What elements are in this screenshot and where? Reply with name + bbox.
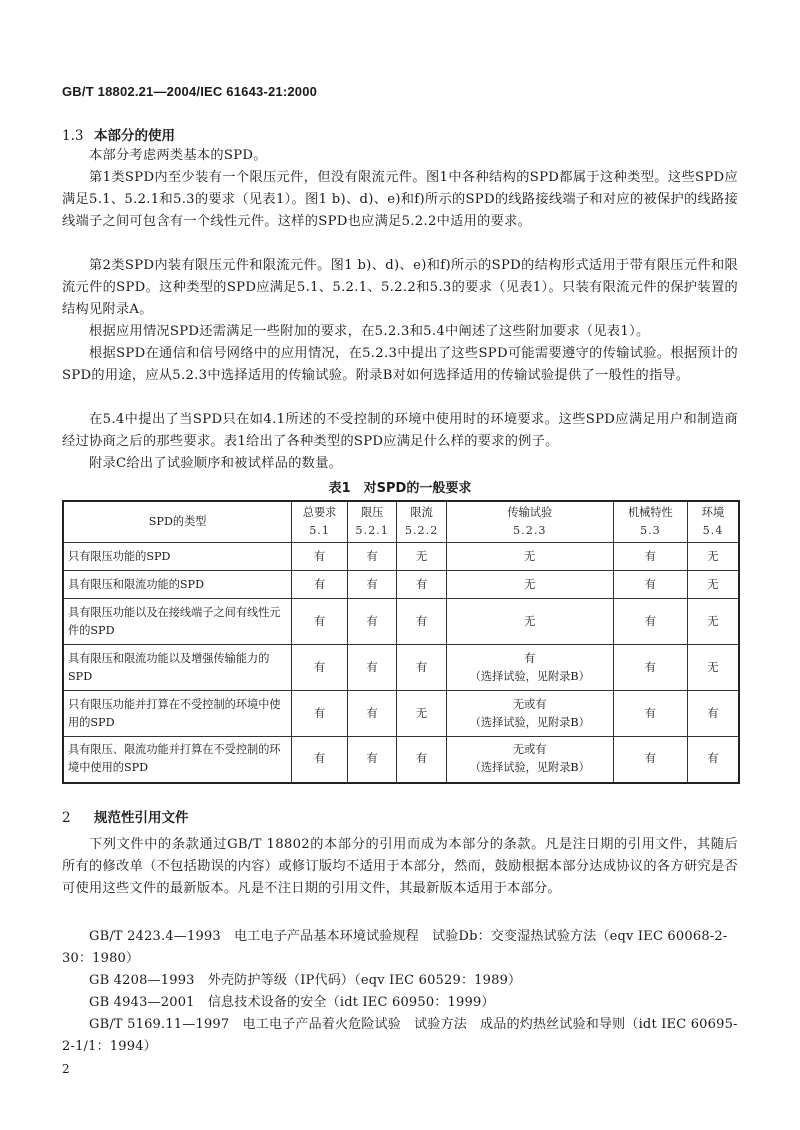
cell-environment: 无 [687, 571, 739, 599]
cell-mechanical: 有 [613, 599, 687, 645]
column-clause: 5.2.1 [355, 524, 389, 537]
cell-mechanical: 有 [613, 737, 687, 783]
column-name: 传输试验 [507, 506, 553, 519]
document-header: GB/T 18802.21—2004/IEC 61643-21:2000 [62, 84, 318, 99]
cell-general: 有 [292, 691, 348, 737]
cell-current-limiting: 有 [397, 599, 446, 645]
cell-voltage-limiting: 有 [347, 571, 396, 599]
cell-current-limiting: 有 [397, 571, 446, 599]
column-header [63, 501, 292, 543]
cell-current-limiting: 有 [397, 737, 446, 783]
cell-general: 有 [292, 571, 348, 599]
column-name: 总要求 [302, 506, 337, 519]
table-header-row [63, 501, 739, 543]
reference-item: GB 4208—1993 外壳防护等级（IP代码）（eqv IEC 60529：1989） [89, 973, 522, 988]
table-row [63, 691, 739, 737]
cell-environment: 无 [687, 543, 739, 571]
cell-general: 有 [292, 543, 348, 571]
reference-item: GB/T 5169.11—1997 电工电子产品着火危险试验 试验方法 成品的灼热丝试验和导则（idt IEC 60695-2-1/1：1994） [62, 1017, 738, 1054]
column-header [446, 501, 613, 543]
section-number: 2 [62, 810, 71, 826]
cell-general: 有 [292, 645, 348, 691]
section-1-3-title [62, 124, 175, 144]
section-number: 1.3 [62, 128, 84, 144]
cell-transmission [446, 571, 613, 599]
table-row [63, 645, 739, 691]
paragraph: 本部分考虑两类基本的SPD。 [89, 148, 267, 163]
table-row [63, 737, 739, 783]
column-clause: 5.1 [309, 524, 330, 537]
transmission-note: （选择试验，见附录B） [469, 715, 590, 729]
paragraph: 第2类SPD内装有限压元件和限流元件。图1 b)、d)、e)和f)所示的SPD的结构形式适用于带有限压元件和限流元件的SPD。这种类型的SPD应满足5.1、5.2.1、5.2.2和5.3的要求（见表1）。只装有限流元件的保护装置的结构见附录A。 [62, 258, 739, 317]
column-name: SPD的类型 [148, 515, 207, 528]
transmission-note: （选择试验，见附录B） [469, 761, 590, 775]
cell-spd-type: 只有限压功能并打算在不受控制的环境中使用的SPD [63, 691, 292, 737]
paragraph: 根据应用情况SPD还需满足一些附加的要求，在5.2.3和5.4中阐述了这些附加要求（见表1）。 [89, 324, 650, 339]
cell-voltage-limiting: 有 [347, 737, 396, 783]
table-row [63, 599, 739, 645]
cell-environment: 有 [687, 691, 739, 737]
transmission-value: 有 [524, 651, 536, 665]
column-clause: 5.2.3 [513, 524, 547, 537]
cell-environment: 有 [687, 737, 739, 783]
cell-voltage-limiting: 有 [347, 691, 396, 737]
cell-transmission [446, 599, 613, 645]
cell-environment: 无 [687, 645, 739, 691]
cell-current-limiting: 有 [397, 645, 446, 691]
cell-transmission [446, 691, 613, 737]
transmission-value: 无 [524, 549, 536, 563]
cell-transmission [446, 737, 613, 783]
paragraph: 第1类SPD内至少装有一个限压元件，但没有限流元件。图1中各种结构的SPD都属于这种类型。这些SPD应满足5.1、5.2.1和5.3的要求（见表1）。图1 b)、d)、e)和f)所示的SPD的线路接线端子和对应的被保护的线路接线端子之间可包含有一个线性元件。这样的SPD也应满足5.2.2中适用的要求。 [62, 170, 738, 229]
table-row [63, 571, 739, 599]
cell-general: 有 [292, 737, 348, 783]
cell-spd-type: 具有限压、限流功能并打算在不受控制的环境中使用的SPD [63, 737, 292, 783]
cell-mechanical: 有 [613, 691, 687, 737]
section-heading: 规范性引用文件 [94, 810, 189, 826]
column-name: 机械特性 [627, 506, 673, 519]
cell-spd-type: 具有限压和限流功能的SPD [63, 571, 292, 599]
cell-transmission [446, 543, 613, 571]
table-row [63, 543, 739, 571]
column-header [347, 501, 396, 543]
column-clause: 5.2.2 [404, 524, 439, 537]
cell-voltage-limiting: 有 [347, 543, 396, 571]
table-caption: 表1 对SPD的一般要求 [328, 481, 472, 496]
section-heading: 本部分的使用 [94, 128, 175, 144]
cell-environment: 无 [687, 599, 739, 645]
transmission-note: （选择试验，见附录B） [469, 669, 590, 683]
reference-item: GB/T 2423.4—1993 电工电子产品基本环境试验规程 试验Db：交变湿热试验方法（eqv IEC 60068-2-30：1980） [62, 929, 728, 966]
reference-item: GB 4943—2001 信息技术设备的安全（idt IEC 60950：1999） [89, 995, 495, 1010]
column-header [687, 501, 739, 543]
cell-voltage-limiting: 有 [347, 599, 396, 645]
cell-mechanical: 有 [613, 543, 687, 571]
cell-current-limiting: 无 [397, 691, 446, 737]
column-name: 限流 [410, 506, 433, 519]
cell-mechanical: 有 [613, 571, 687, 599]
column-clause: 5.4 [702, 524, 724, 537]
transmission-value: 无 [524, 614, 536, 628]
cell-mechanical: 有 [613, 645, 687, 691]
column-name: 环境 [701, 506, 725, 519]
column-clause: 5.3 [639, 524, 661, 537]
cell-voltage-limiting: 有 [347, 645, 396, 691]
section-2-title [62, 806, 189, 826]
transmission-value: 无或有 [512, 697, 547, 711]
cell-general: 有 [292, 599, 348, 645]
column-header [397, 501, 446, 543]
column-header [292, 501, 348, 543]
paragraph: 根据SPD在通信和信号网络中的应用情况，在5.2.3中提出了这些SPD可能需要遵守的传输试验。根据预计的SPD的用途，应从5.2.3中选择适用的传输试验。附录B对如何选择适用的传输试验提供了一般性的指导。 [62, 346, 738, 383]
column-name: 限压 [360, 506, 384, 519]
page-number: 2 [62, 1062, 70, 1076]
cell-spd-type: 具有限压和限流功能以及增强传输能力的SPD [63, 645, 292, 691]
spd-requirements-table [62, 500, 740, 784]
cell-current-limiting: 无 [397, 543, 446, 571]
cell-transmission [446, 645, 613, 691]
transmission-value: 无或有 [512, 743, 547, 757]
paragraph: 在5.4中提出了当SPD只在如4.1所述的不受控制的环境中使用时的环境要求。这些SPD应满足用户和制造商经过协商之后的那些要求。表1给出了各种类型的SPD应满足什么样的要求的例子。 [62, 412, 738, 449]
column-header [613, 501, 687, 543]
paragraph: 附录C给出了试验顺序和被试样品的数量。 [89, 456, 343, 471]
cell-spd-type: 具有限压功能以及在接线端子之间有线性元件的SPD [63, 599, 292, 645]
cell-spd-type: 只有限压功能的SPD [63, 543, 292, 571]
paragraph: 下列文件中的条款通过GB/T 18802的本部分的引用而成为本部分的条款。凡是注日期的引用文件，其随后所有的修改单（不包括勘误的内容）或修订版均不适用于本部分，然而，鼓励根据本部分达成协议的各方研究是否可使用这些文件的最新版本。凡是不注日期的引用文件，其最新版本适用于本部分。 [62, 837, 738, 896]
transmission-value: 无 [524, 577, 536, 591]
